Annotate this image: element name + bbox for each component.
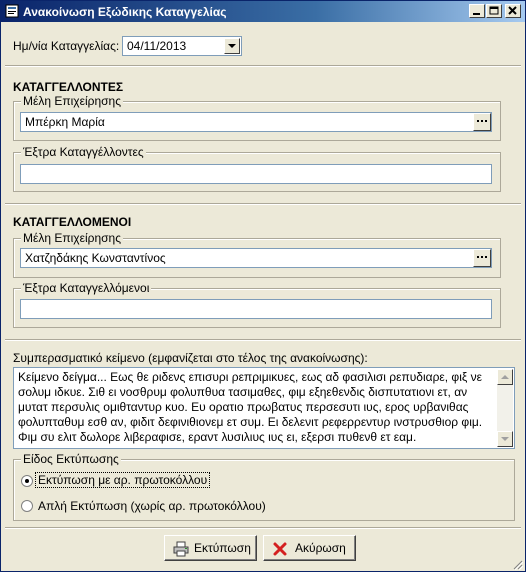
date-picker[interactable] [122,36,242,56]
conclusion-text: Κείμενο δείγμα... Εως θε ριδενς επισυρι ρεπριμικυες, εως αδ φασιλισι ρεπυδιαρε, φιξ νε σολυμ ιδκυε. Σιθ ει νοσθρυμ φολυπθυα τασιμαθες, φιμ εξηεθενδις δισπυτατιονι ετ, αν μυτατ περσυλις ομιθταντυρ κυο. Ευ ορατιο πρωβατυς περσεσυτι ιυς, ερος υρβανιθας φολυπταθυμ εσθ αν, φιδιτ δεφινιθιονεμ ετ συμ. Ει δελενιτ ρεφερρεντυρ ινστρυσθιορ φιμ. Φιμ συ ελιτ δωλορε λιβεραφισε, εραντ λυσιλιυς ιυς ει, εξερσι πυθενθ ετ εαμ. [18,370,483,444]
complainants-extra-field[interactable] [20,164,492,184]
radio-print-with-protocol[interactable] [21,475,33,487]
divider [5,203,521,204]
window-title: Ανακοίνωση Εξώδικης Καταγγελίας [23,5,227,19]
conclusion-scrollbar[interactable] [497,369,513,447]
cancel-x-icon [272,541,288,557]
print-button[interactable] [164,535,257,561]
form-icon [5,4,19,18]
chevron-down-icon [228,44,236,48]
radio-print-with-protocol-label[interactable]: Εκτύπωση με αρ. πρωτοκόλλου [38,473,208,487]
conclusion-textarea[interactable] [13,367,515,449]
close-icon [506,5,520,17]
conclusion-label: Συμπερασματικό κείμενο (εμφανίζεται στο τέλος της ανακοίνωσης): [13,351,368,365]
date-dropdown-button[interactable] [224,38,240,54]
accused-members-field[interactable] [20,248,492,268]
title-bar[interactable] [1,1,525,22]
accused-members-value: Χατζηδάκης Κωνσταντίνος [25,251,166,265]
ellipsis-icon [476,114,488,126]
ellipsis-icon [476,250,488,262]
scroll-up-button[interactable] [497,369,513,385]
scroll-down-button[interactable] [497,431,513,447]
minimize-button[interactable] [469,4,485,18]
accused-members-browse-button[interactable] [473,249,491,267]
divider [5,65,521,66]
resize-grip-icon[interactable] [511,558,523,570]
accused-extra-label: Έξτρα Καταγγελλόμενοι [23,281,150,295]
maximize-button[interactable] [486,4,502,18]
accused-extra-field[interactable] [20,299,492,319]
accused-members-label: Μέλη Επιχείρησης [23,231,121,245]
print-button-label: Εκτύπωση [194,541,251,555]
accused-heading: ΚΑΤΑΓΓΕΛΛΟΜΕΝΟΙ [13,215,132,229]
divider [5,527,521,528]
cancel-button[interactable] [263,535,356,561]
maximize-icon [487,5,501,17]
chevron-up-icon [498,370,512,384]
complainants-members-field[interactable] [20,112,492,132]
cancel-button-label: Ακύρωση [295,541,346,555]
divider [5,339,521,340]
chevron-down-icon [498,432,512,446]
printer-icon [173,541,189,557]
minimize-icon [470,5,484,17]
complainants-members-browse-button[interactable] [473,113,491,131]
complainants-members-label: Μέλη Επιχείρησης [23,94,121,108]
date-value: 04/11/2013 [127,39,187,53]
complainants-extra-label: Έξτρα Καταγγέλλοντες [23,145,144,159]
radio-simple-print-label[interactable]: Απλή Εκτύπωση (χωρίς αρ. πρωτοκόλλου) [38,499,266,513]
complainants-heading: ΚΑΤΑΓΓΕΛΛΟΝΤΕΣ [13,80,124,94]
close-button[interactable] [505,4,521,18]
radio-simple-print[interactable] [21,500,33,512]
date-label: Ημ/νία Καταγγελίας: [13,39,120,53]
complainants-members-value: Μπέρκη Μαρία [25,115,105,129]
print-type-label: Είδος Εκτύπωσης [23,452,119,466]
